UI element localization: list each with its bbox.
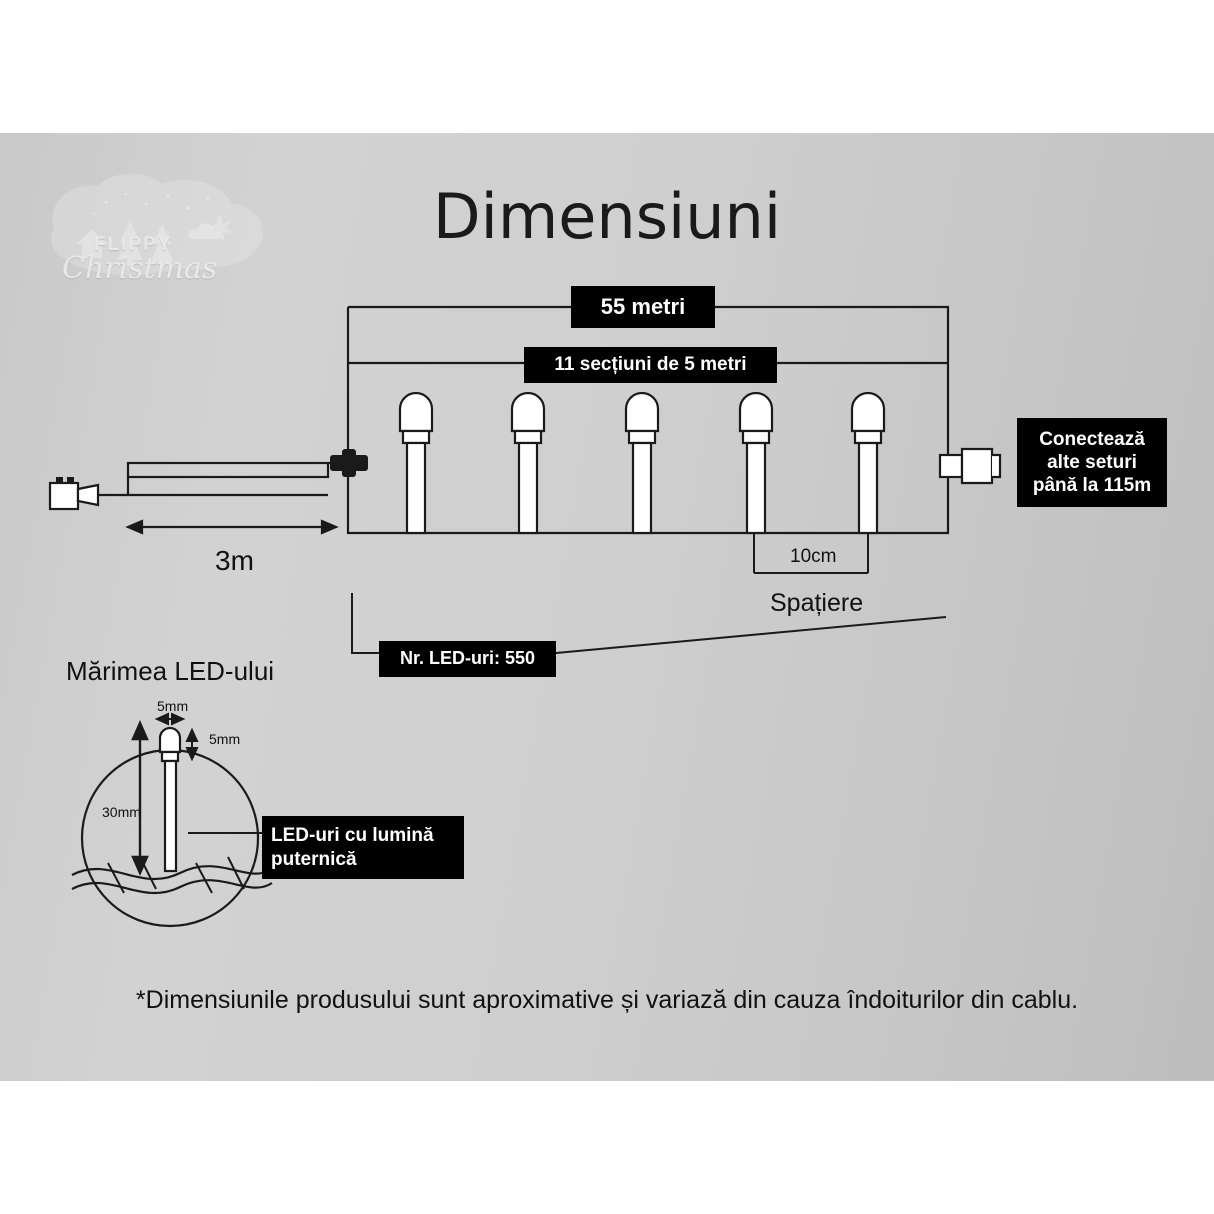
connect-line-2: alte seturi: [1047, 451, 1137, 473]
page-title: Dimensiuni: [432, 180, 782, 253]
label-total-length: 55 metri: [571, 286, 715, 328]
label-led-size-title: Mărimea LED-ului: [66, 656, 275, 686]
label-led-head: 5mm: [209, 731, 241, 747]
connect-line-3: până la 115m: [1032, 475, 1152, 497]
label-spacing-value: 10cm: [790, 546, 837, 567]
bright-line-2: puternică: [271, 848, 357, 870]
footnote-text: *Dimensiunile produsului sunt aproximative și variază din cauza îndoiturilor din cablu.: [135, 986, 1079, 1014]
label-connect-more: [1017, 418, 1167, 507]
label-lead-length: 3m: [215, 545, 254, 576]
bright-line-1: LED-uri cu lumină: [271, 825, 434, 847]
power-plug-icon: [50, 477, 128, 509]
label-led-height: 30mm: [102, 804, 141, 820]
label-spacing-caption: Spațiere: [770, 589, 864, 617]
end-connector-icon: [940, 449, 1000, 483]
grey-panel: [0, 133, 1214, 1081]
logo-name: FLIPPY: [94, 234, 173, 255]
connect-line-1: Conectează: [1039, 428, 1145, 450]
logo-subtitle: Christmas: [62, 251, 218, 286]
label-bright-leds: [262, 816, 464, 879]
label-led-count: Nr. LED-uri: 550: [379, 641, 556, 677]
label-sections: 11 secțiuni de 5 metri: [524, 347, 777, 383]
label-led-width: 5mm: [157, 698, 189, 714]
inline-connector-icon: [330, 449, 368, 477]
led-size-detail: [72, 714, 272, 926]
